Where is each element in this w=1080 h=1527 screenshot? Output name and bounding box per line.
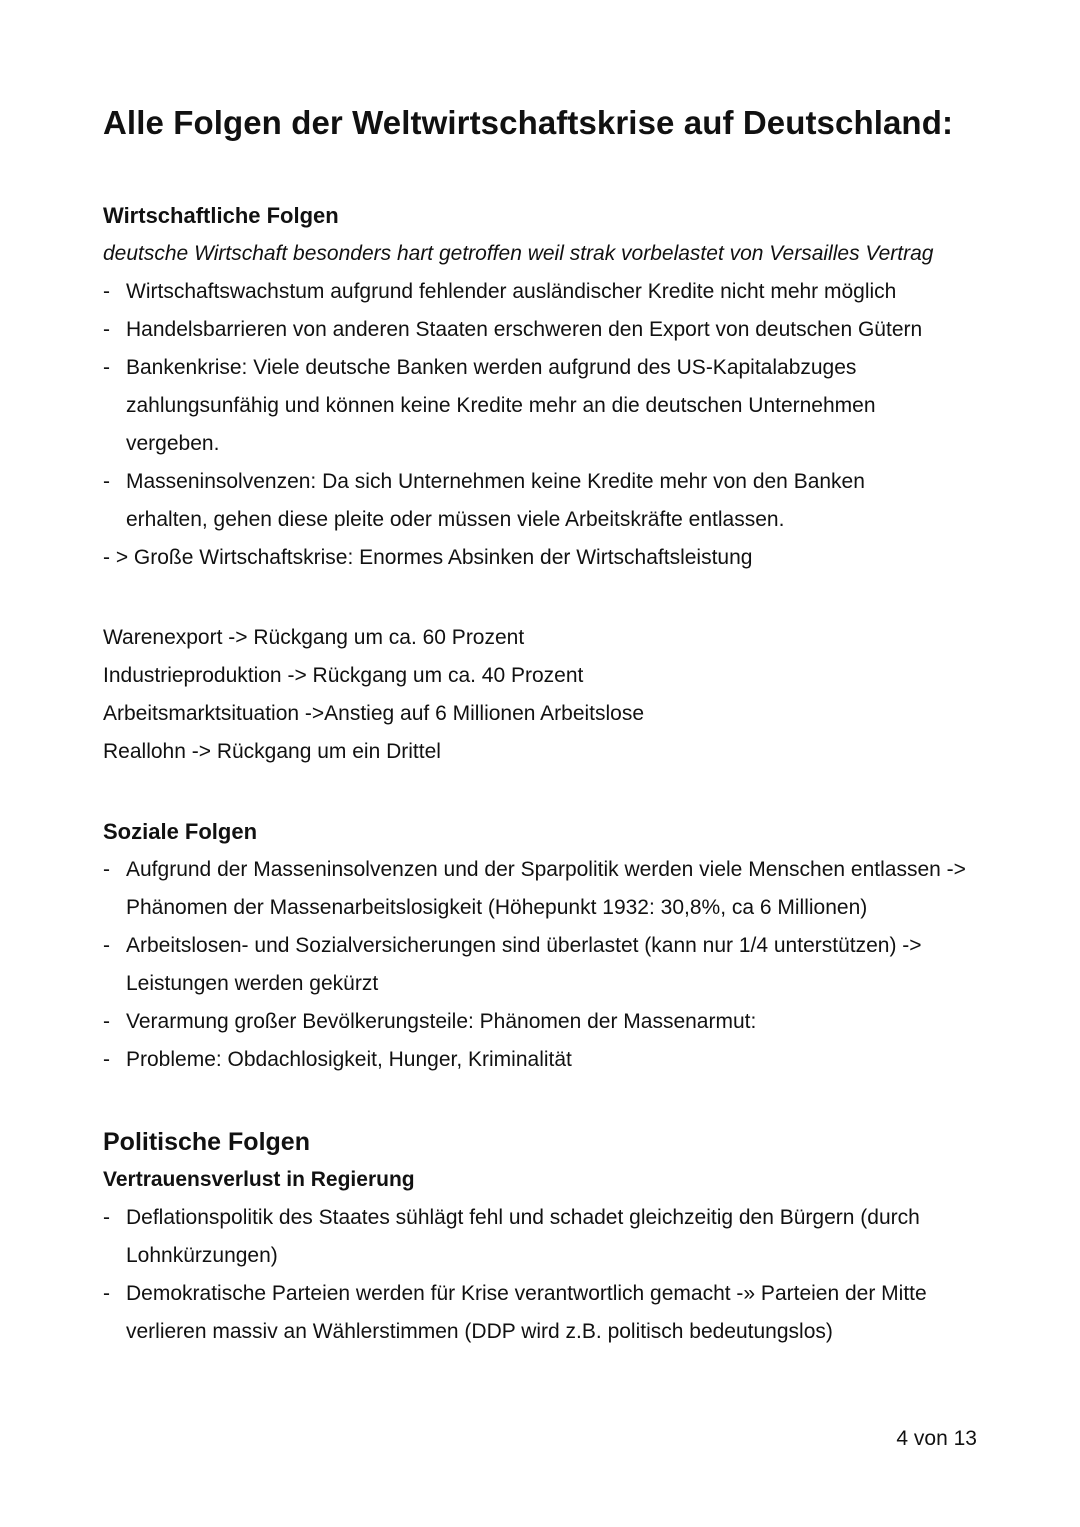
list-item-text: Deflationspolitik des Staates sühlägt fehl und schadet gleichzeitig den Bürgern (durch Lohnkürzungen) [126,1206,920,1267]
list-item [103,311,983,349]
list-item-text: Bankenkrise: Viele deutsche Banken werden aufgrund des US-Kapitalabzuges zahlungsunfähig und können keine Kredite mehr an die deutschen Unternehmen vergeben. [126,356,876,455]
dash-bullet: - [103,280,110,303]
dash-bullet: - [103,934,110,957]
list-item-text: Aufgrund der Masseninsolvenzen und der Sparpolitik werden viele Menschen entlassen -> Phänomen der Massenarbeitslosigkeit (Höhepunkt 1932: 30,8%, ca 6 Millionen) [126,858,966,919]
list-item-text: Wirtschaftswachstum aufgrund fehlender ausländischer Kredite nicht mehr möglich [126,280,897,303]
list-item [103,1199,976,1275]
economic-section [103,197,983,577]
economic-list [103,273,983,539]
list-item-text: Arbeitslosen- und Sozialversicherungen sind überlastet (kann nur 1/4 unterstützen) -> Leistungen werden gekürzt [126,934,922,995]
page-title: Alle Folgen der Weltwirtschaftskrise auf Deutschland: [103,104,954,141]
dash-bullet: - [103,318,110,341]
page-number: 4 von 13 [896,1427,977,1450]
list-item [103,1003,983,1041]
list-item-text: Verarmung großer Bevölkerungsteile: Phänomen der Massenarmut: [126,1010,757,1033]
list-item-text: Probleme: Obdachlosigkeit, Hunger, Kriminalität [126,1048,572,1071]
list-item [103,851,983,927]
list-item [103,927,976,1003]
economic-conclusion: - > Große Wirtschaftskrise: Enormes Absinken der Wirtschaftsleistung [103,546,753,569]
social-heading: Soziale Folgen [103,819,258,844]
economic-intro: deutsche Wirtschaft besonders hart getroffen weil strak vorbelastet von Versailles Vertrag [103,242,934,265]
list-item [103,463,926,539]
list-item-text: Masseninsolvenzen: Da sich Unternehmen keine Kredite mehr von den Banken erhalten, gehen diese pleite oder müssen viele Arbeitskräfte entlassen. [126,470,865,531]
political-section [103,1123,983,1351]
stat-line: Arbeitsmarktsituation ->Anstieg auf 6 Millionen Arbeitslose [103,702,645,725]
dash-bullet: - [103,356,110,379]
list-item-text: Handelsbarrieren von anderen Staaten erschweren den Export von deutschen Gütern [126,318,923,341]
list-item [103,349,926,463]
economic-heading: Wirtschaftliche Folgen [103,203,339,228]
political-list [103,1199,983,1351]
dash-bullet: - [103,1010,110,1033]
list-item [103,1275,986,1351]
dash-bullet: - [103,470,110,493]
dash-bullet: - [103,1048,110,1071]
political-heading: Politische Folgen [103,1128,310,1156]
political-subheading: Vertrauensverlust in Regierung [103,1168,415,1191]
stat-line: Industrieproduktion -> Rückgang um ca. 40 Prozent [103,664,584,687]
economic-stats [103,619,983,771]
list-item [103,273,983,311]
stat-line: Warenexport -> Rückgang um ca. 60 Prozent [103,626,525,649]
dash-bullet: - [103,858,110,881]
social-section [103,813,983,1079]
dash-bullet: - [103,1206,110,1229]
dash-bullet: - [103,1282,110,1305]
list-item-text: Demokratische Parteien werden für Krise verantwortlich gemacht -» Parteien der Mitte verlieren massiv an Wählerstimmen (DDP wird z.B. politisch bedeutungslos) [126,1282,927,1343]
list-item [103,1041,983,1079]
social-list [103,851,983,1079]
stat-line: Reallohn -> Rückgang um ein Drittel [103,740,441,763]
